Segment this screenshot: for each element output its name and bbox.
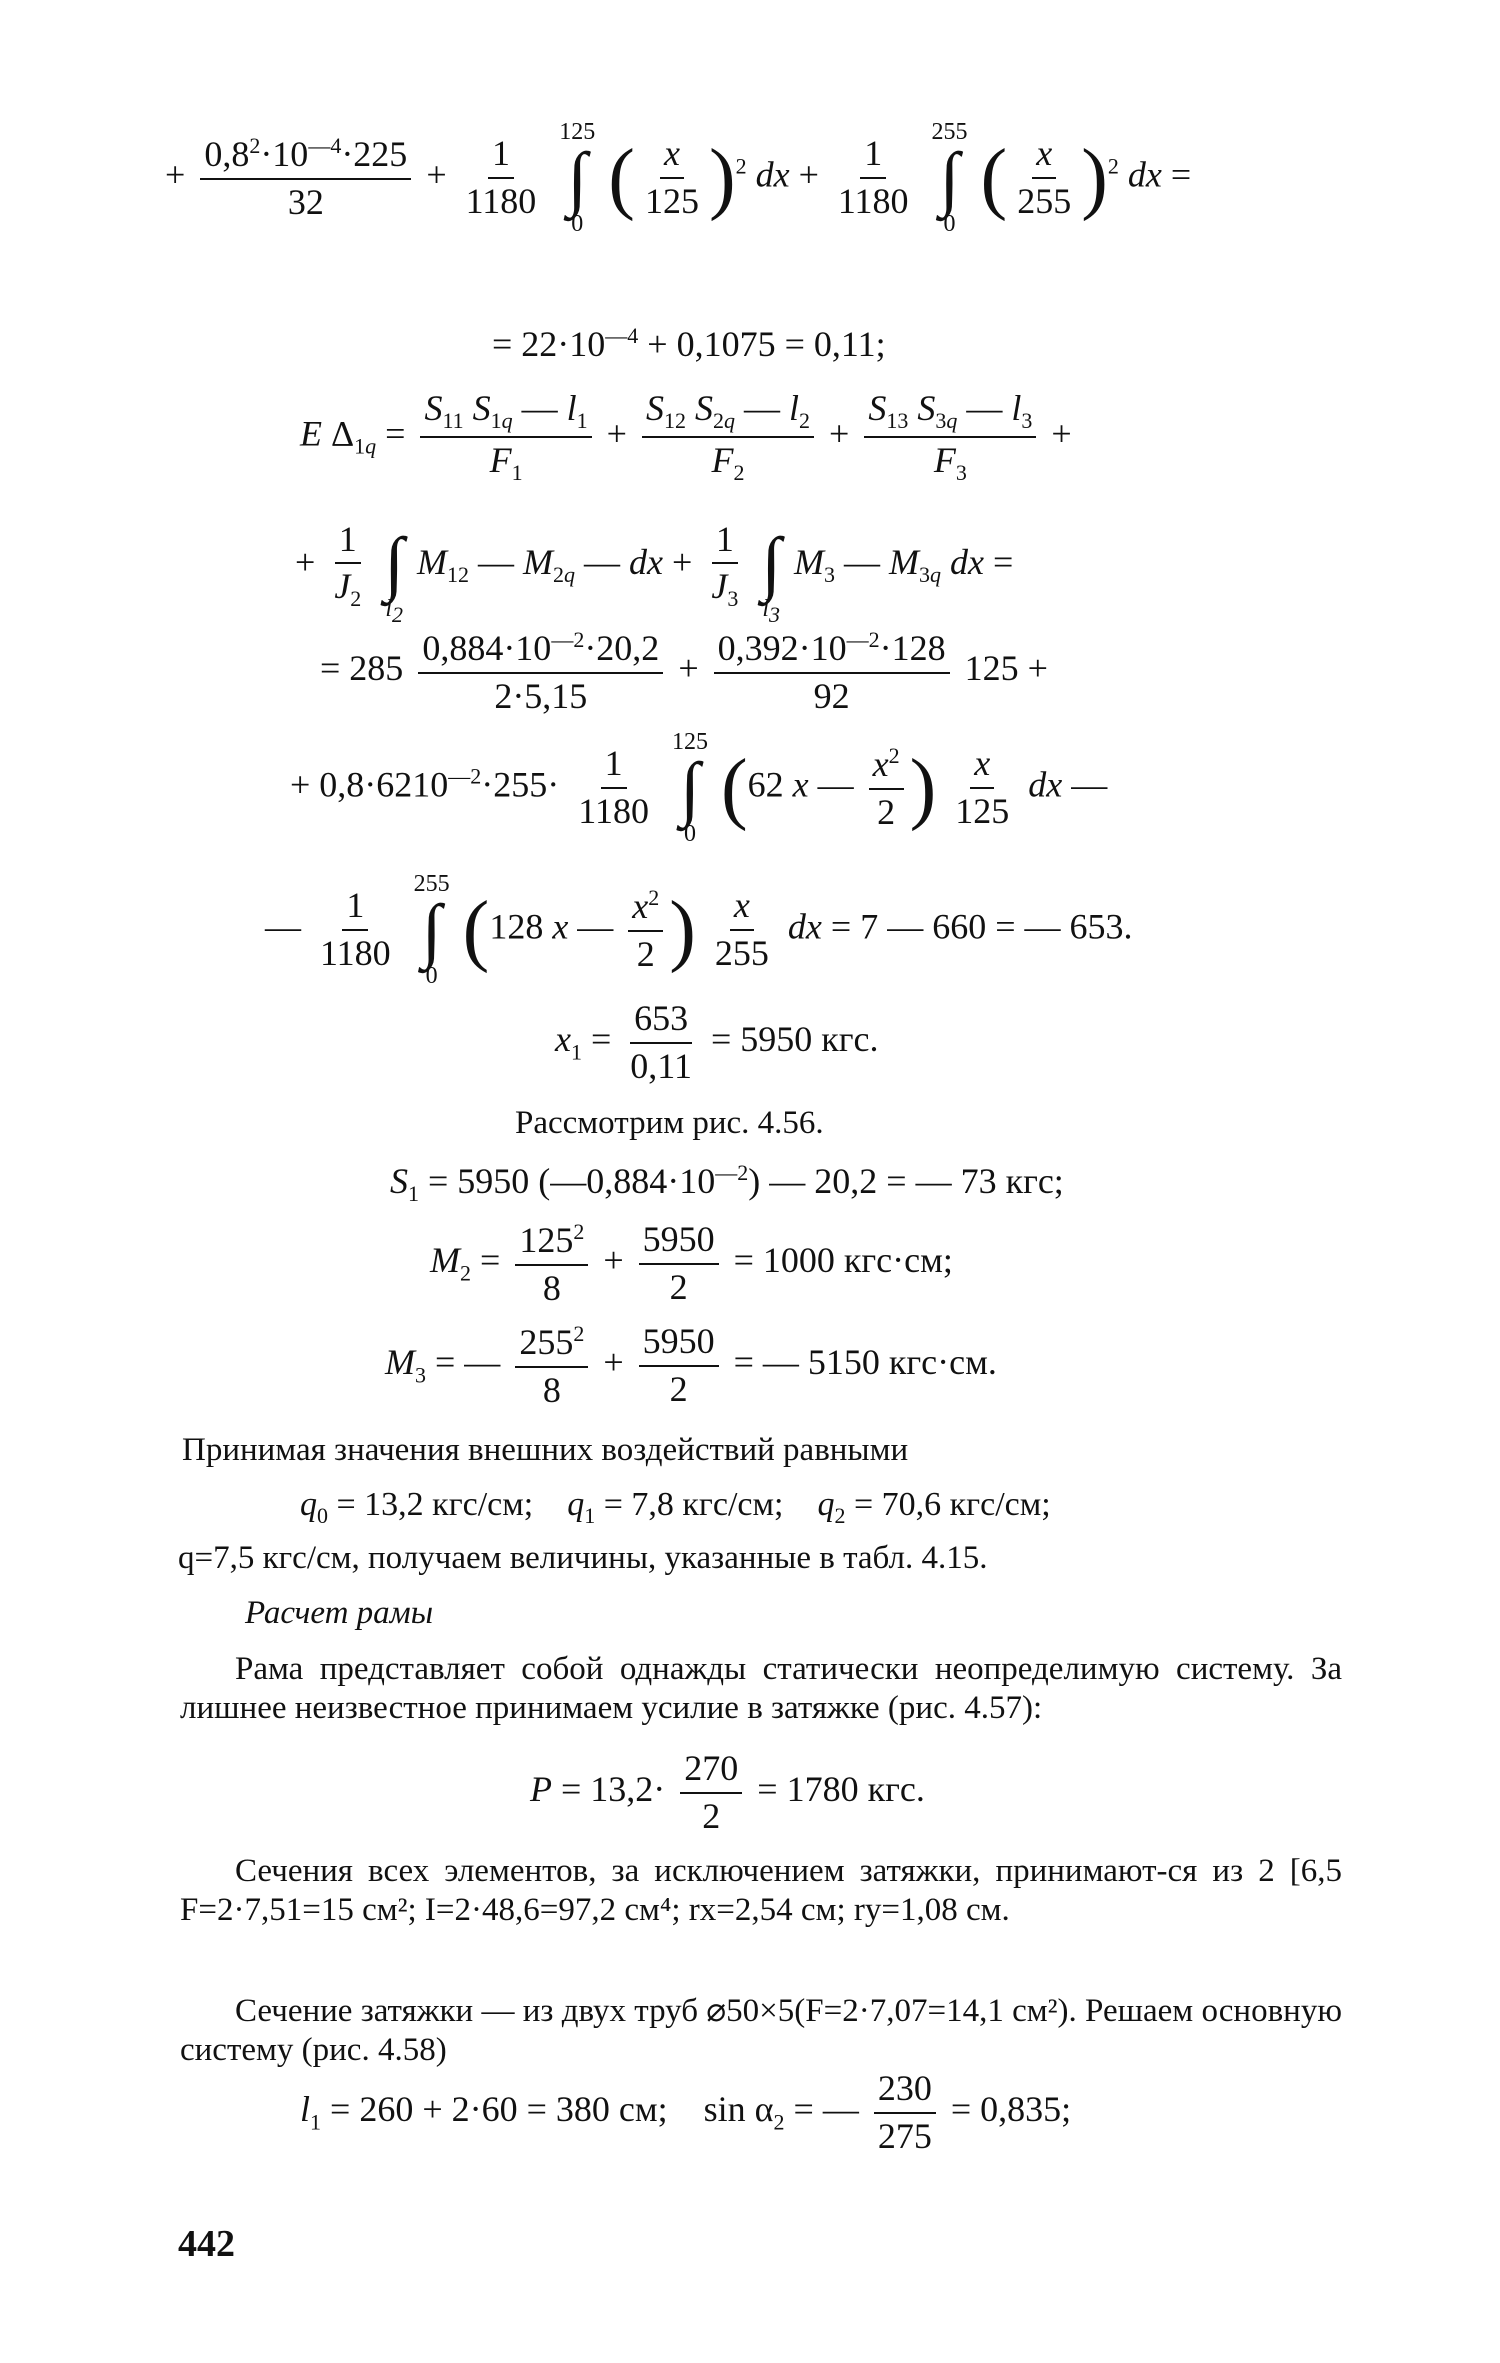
paragraph-3: Сечение затяжки — из двух труб ⌀50×5(F=2·7,07=14,1 см²). Решаем основную систему (рис. 4.58) [180, 1993, 1342, 2068]
formula-line-1: + $\frac{0,8^2\cdot 10^{—4}\cdot 225}{32}$ + $\frac{1}{1180}$ 125 ∫ 0 ( $\frac{x}{125}$ )$^2$ dx + $\frac{1}{1180}$ 255 ∫ 0 ( $\frac{x}{255}$ )$^2$ dx = [165, 119, 1192, 238]
paragraph-2: Сечения всех элементов, за исключением затяжки, принимают-ся из 2 [6,5 F=2·7,51=15 см²; I=2·48,6=97,2 см⁴; rx=2,54 см; ry=1,08 см. [180, 1853, 1342, 1928]
q-values-text: q=7,5 кгс/см, получаем величины, указанные в табл. 4.15. [178, 1540, 988, 1576]
formula-line-14: $l_1 = 260 + 2\cdot 60 = 380$ см; $\sin \alpha_2$ = — $\frac{230}{275}$ = 0,835; [300, 2068, 1072, 2156]
formula-line-12: $q_0 = 13,2$ кгс/см; $q_1 = 7,8$ кгс/см; $q_2 = 70,6$ кгс/см; [300, 1486, 1051, 1528]
paragraph-1: Рама представляет собой однажды статически неопределимую систему. За лишнее неизвестное принимаем усилие в затяжке (рис. 4.57): [180, 1651, 1342, 1726]
formula-line-4: + $\frac{1}{J_2}$ ∫ $l_2$ $M_{12}$ — $M_{2q}$ — dx + $\frac{1}{J_3}$ ∫ $l_3$ $M_3$ — $M_{3q}$ dx = [295, 518, 1014, 628]
formula-line-7: — $\frac{1}{1180}$ 255 ∫ 0 (128 x — $\frac{x^2}{2}$ ) $\frac{x}{255}$ dx = 7 — 660 = — 653. [265, 871, 1133, 990]
section-heading: Расчет рамы [245, 1595, 434, 1631]
formula-line-3: E $\Delta_{1q}$ = $\frac{S_{11} S_{1q} — l_1}{F_1}$ + $\frac{S_{12} S_{2q} — l_2}{F_2}$ + $\frac{S_{13} S_{3q} — l_3}{F_3}$ + [300, 388, 1072, 486]
formula-line-13: P = 13,2· $\frac{270}{2}$ = 1780 кгс. [530, 1748, 925, 1836]
formula-line-5: = 285 $\frac{0,884\cdot 10^{—2}\cdot 20,2}{2\cdot 5,15}$ + $\frac{0,392\cdot 10^{—2}\cdot 128}{92}$ 125 + [320, 627, 1048, 716]
formula-line-10: $M_2$ = $\frac{125^2}{8}$ + $\frac{5950}{2}$ = 1000 кгс·см; [430, 1219, 953, 1308]
formula-line-6: + $0,8\cdot 6210^{—2}\cdot 255\cdot$ $\frac{1}{1180}$ 125 ∫ 0 (62 x — $\frac{x^2}{2}$ ) $\frac{x}{125}$ dx — [290, 729, 1108, 848]
formula-line-8: $x_1$ = $\frac{653}{0,11}$ = 5950 кгс. [555, 998, 879, 1086]
formula-line-11: $M_3$ = — $\frac{255^2}{8}$ + $\frac{5950}{2}$ = — 5150 кгс·см. [385, 1321, 997, 1410]
formula-line-2: = $22\cdot 10^{—4} + 0,1075 = 0,11$; [492, 323, 886, 364]
formula-line-9: $S_1 = 5950$ $(—0,884\cdot 10^{—2})$ — 20,2 = — 73 кгс; [390, 1160, 1064, 1207]
page-number: 442 [178, 2223, 235, 2265]
look-figure-text: Рассмотрим рис. 4.56. [515, 1105, 824, 1141]
accepting-text: Принимая значения внешних воздействий равными [182, 1432, 909, 1468]
